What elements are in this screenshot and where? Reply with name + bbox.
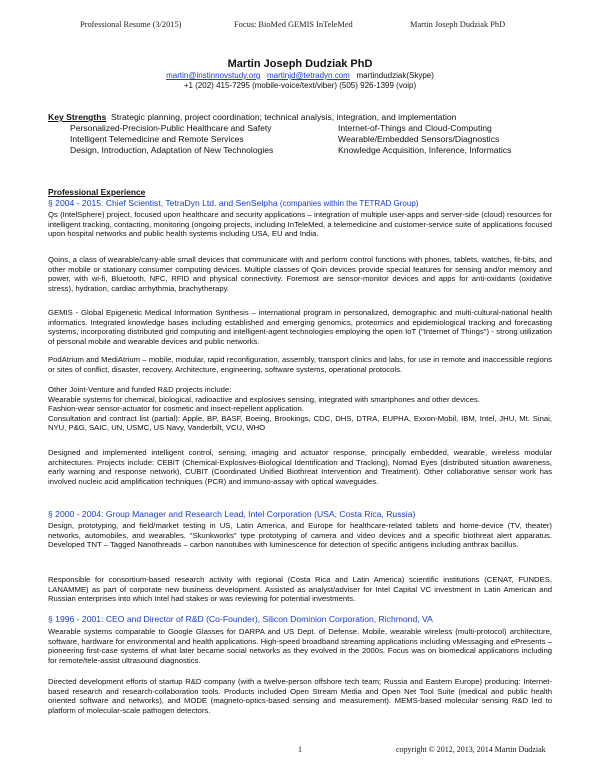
job-paragraph: GEMIS - Global Epigenetic Medical Information Synthesis – international program in personalized, demographic and multi-cultural-national health informatics. Integrated knowledge bases including established and emerging genomics, proteomics and epidemiological tracking and forecasting systems, incorporating distributed grid computing and intelligent-agent technologies employing the open IoT ("Internet of Things") - strong utilization of personal mobile and wearable devices and public networks. bbox=[48, 308, 552, 346]
strength-item: Internet-of-Things and Cloud-Computing bbox=[338, 123, 492, 133]
job-paragraph: Design, prototyping, and field/market testing in US, Latin America, and Europe for healthcare-related tablets and home-device (TV, theater) networks, automobiles, and wearables. "Skunkworks" type prototyping of camera and video devices and a specific biothreat alert apparatus. Developed TNT – Tagged Nanothreads – carbon nanotubes with luminescence for detection of specific antigens including anthrax bacillus. bbox=[48, 521, 552, 550]
job-paragraph: Qs (IntelSphere) project, focused upon healthcare and security applications – integration of multiple user-apps and server-side (cloud) resources for intelligent tracking, contacting, monitoring (ongoing projects, including InTeleMed, a telemedicine and customer-service suite of applications focused upon hospital networks and public health systems including USA, EU and India. bbox=[48, 210, 552, 239]
header-left: Professional Resume (3/2015) bbox=[80, 20, 182, 29]
strength-item: Wearable/Embedded Sensors/Diagnostics bbox=[338, 134, 500, 144]
job-paragraph: Other Joint-Venture and funded R&D projects include: Wearable systems for chemical, biological, radioactive and explosives sensing, integrated with smartphones and other devices. Fashion-wear sensor-actuator for cosmetic and insect-repellent application. Consultation and contract list (partial): Apple, BP, BASF, Boeing, Brookings, CDC, DHS, DTRA, EUPHA, Exxon-Mobil, IBM, Intel, JHU, Mt. Sinai, NYU, P&G, SAIC, UN, USMC, US Navy, Vanderbilt, VCU, WHO bbox=[48, 385, 552, 433]
page-number: 1 bbox=[298, 745, 302, 754]
job-title-main: § 2004 - 2015: Chief Scientist, TetraDyn Ltd. and SenSelpha bbox=[48, 198, 278, 208]
key-strengths bbox=[48, 112, 456, 123]
resume-name: Martin Joseph Dudziak PhD bbox=[227, 58, 373, 70]
job-paragraph: Wearable systems comparable to Google Glasses for DARPA and US Dept. of Defense. Mobile, wearable wireless (multi-protocol) architecture, software, hardware for environmental and health applications. High-speed broadband streaming applications including vMessaging and ePresents – pioneering first-case systems of what later became social networks as they evolved in the 2000s. Focus was on biomedical applications including for remote/tele-assist ultrasound diagnostics. bbox=[48, 627, 552, 665]
key-strengths-intro: Strategic planning, project coordination; technical analysis, integration, and implementation bbox=[111, 112, 457, 122]
job-paragraph: Designed and implemented intelligent control, sensing, imaging and actuator response, principally embedded, wearable, wireless modular architectures. Projects include: CEBIT (Chemical-Explosives-Biological Identification and Tracking), Nomad Eyes (distributed situation awareness, early warning and response network), CUBIT (Coordinated Unified Biothreat Intervention and Treatment). Other collaborative sensor work has involved nucleic acid amplification techniques (PCR) and immuno-assay with optical waveguides. bbox=[48, 448, 552, 486]
job-title-sub: (companies within the TETRAD Group) bbox=[277, 199, 419, 208]
header-focus: Focus: BioMed GEMIS InTeleMed bbox=[234, 20, 353, 29]
header-author: Martin Joseph Dudziak PhD bbox=[410, 20, 506, 29]
job-paragraph: Qoins, a class of wearable/carry-able small devices that communicate with and perform control functions with phones, tablets, watches, fit-bits, and other mobile or stationary consumer computing devices. Multiple classes of Qoin devices provide special features for sensing and/or memory and power, with wi-fi, Bluetooth, NFC, RFID and physical connectivity. Foremost are sensor-monitor devices and apps for anti-oxidants (oxidative stress), hydration, cardiac arrhythmia, brachytherapy. bbox=[48, 255, 552, 293]
job-title bbox=[48, 198, 418, 208]
job-title: § 2000 - 2004: Group Manager and Research Lead, Intel Corporation (USA, Costa Rica, Russia) bbox=[48, 509, 416, 519]
strength-item: Personalized-Precision-Public Healthcare and Safety bbox=[70, 123, 272, 133]
contact-phones: +1 (202) 415-7295 (mobile-voice/text/viber) (505) 926-1399 (voip) bbox=[183, 81, 417, 90]
section-heading-experience: Professional Experience bbox=[48, 187, 146, 197]
skype-handle: martindudziak(Skype) bbox=[356, 71, 434, 80]
strength-item: Knowledge Acquisition, Inference, Informatics bbox=[338, 145, 512, 155]
strength-item: Design, Introduction, Adaptation of New Technologies bbox=[70, 145, 274, 155]
email-link-secondary[interactable]: martinjd@tetradyn.com bbox=[267, 71, 350, 80]
job-paragraph: Directed development efforts of startup R&D company (with a twelve-person offshore tech team; Russia and Eastern Europe) producing: Internet-based research and research-collaboration tools. Products included Open Stream Media and Open Net Tool Suite (medical and public health oriented software and networks), and MODE (magneto-optics-based sensing and measurement). MEMS-based molecular sensing R&D led to platform of molecular-scale pathogen detectors. bbox=[48, 677, 552, 715]
strength-item: Intelligent Telemedicine and Remote Services bbox=[70, 134, 244, 144]
key-strengths-label: Key Strengths bbox=[48, 112, 107, 122]
job-paragraph: PodAtrium and MediAtrium – mobile, modular, rapid reconfiguration, assembly, transport clinics and labs, for use in remote and inaccessible regions or sites of conflict, disaster, recovery. Architecture, engineering, software systems, operational protocols. bbox=[48, 355, 552, 374]
copyright-notice: copyright © 2012, 2013, 2014 Martin Dudziak bbox=[396, 745, 546, 754]
contact-emails bbox=[0, 71, 600, 80]
job-title: § 1996 - 2001: CEO and Director of R&D (Co-Founder), Silicon Dominion Corporation, Richmond, VA bbox=[48, 614, 433, 624]
job-paragraph: Responsible for consortium-based research activity with regional (Costa Rica and Latin America) scientific institutions (CENAT, FUNDES, LANAMME) as part of corporate new business development. Assisted as analyst/adviser for Intel Capital VC investment in Latin American and Russian enterprises into which Intel had stakes or was reviewing for potential investments. bbox=[48, 575, 552, 604]
email-link-primary[interactable]: martin@instinnovstudy.org bbox=[166, 71, 261, 80]
